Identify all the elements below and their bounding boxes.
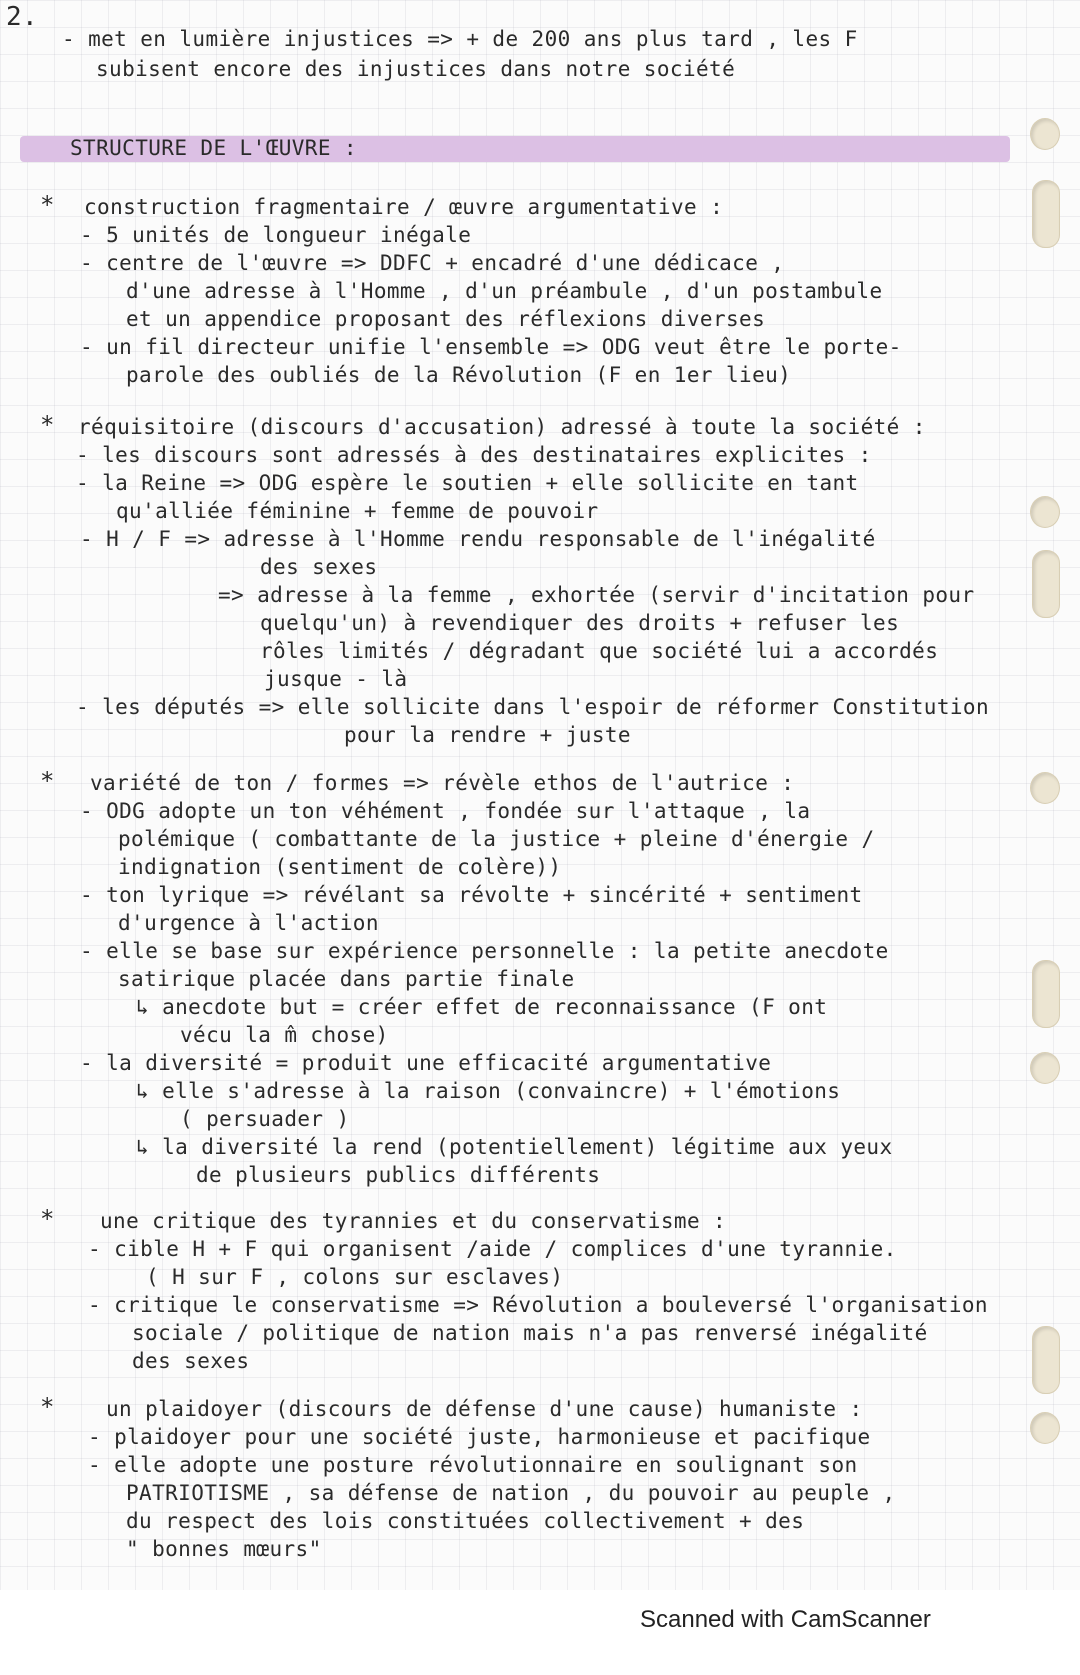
section-title: réquisitoire (discours d'accusation) adressé à toute la société : <box>78 415 926 439</box>
binder-hole <box>1030 118 1060 150</box>
section-line: - ton lyrique => révélant sa révolte + sincérité + sentiment <box>80 883 863 907</box>
section-line: ↳ la diversité la rend (potentiellement) légitime aux yeux <box>136 1135 893 1159</box>
section-line: ( H sur F , colons sur esclaves) <box>146 1265 564 1289</box>
section-line: - cible H + F qui organisent /aide / complices d'une tyrannie. <box>88 1237 897 1261</box>
section-line: rôles limités / dégradant que société lui a accordés <box>260 639 939 663</box>
section-line: d'urgence à l'action <box>118 911 379 935</box>
page-number: 2. <box>6 2 39 32</box>
section-line: des sexes <box>132 1349 250 1373</box>
scanner-watermark: Scanned with CamScanner <box>640 1606 931 1633</box>
section-line: parole des oubliés de la Révolution (F en 1er lieu) <box>126 363 792 387</box>
section-line: sociale / politique de nation mais n'a pas renversé inégalité <box>132 1321 928 1345</box>
section-line: - elle se base sur expérience personnelle : la petite anecdote <box>80 939 889 963</box>
section-line: pour la rendre + juste <box>344 723 631 747</box>
section-line: - plaidoyer pour une société juste, harmonieuse et pacifique <box>88 1425 871 1449</box>
section-line: du respect des lois constituées collectivement + des <box>126 1509 805 1533</box>
section-line: - elle adopte une posture révolutionnaire en soulignant son <box>88 1453 858 1477</box>
binder-hole <box>1032 180 1060 248</box>
section-line: - les députés => elle sollicite dans l'espoir de réformer Constitution <box>76 695 990 719</box>
section-line: de plusieurs publics différents <box>196 1163 601 1187</box>
section-bullet: * <box>40 1393 55 1421</box>
section-title: construction fragmentaire / œuvre argumentative : <box>84 195 724 219</box>
section-line: - critique le conservatisme => Révolution a bouleversé l'organisation <box>88 1293 988 1317</box>
section-line: polémique ( combattante de la justice + pleine d'énergie / <box>118 827 875 851</box>
section-line: et un appendice proposant des réflexions diverses <box>126 307 766 331</box>
binder-hole <box>1030 1052 1060 1084</box>
section-line: ↳ anecdote but = créer effet de reconnaissance (F ont <box>136 995 828 1019</box>
section-line: => adresse à la femme , exhortée (servir d'incitation pour <box>218 583 975 607</box>
binder-hole <box>1030 1412 1060 1444</box>
section-line: " bonnes mœurs" <box>126 1537 322 1561</box>
intro-line: - met en lumière injustices => + de 200 ans plus tard , les F <box>62 27 858 51</box>
section-line: jusque - là <box>264 667 408 691</box>
section-line: - la Reine => ODG espère le soutien + elle sollicite en tant <box>76 471 859 495</box>
section-bullet: * <box>40 767 55 795</box>
section-title: un plaidoyer (discours de défense d'une cause) humaniste : <box>106 1397 863 1421</box>
section-line: PATRIOTISME , sa défense de nation , du pouvoir au peuple , <box>126 1481 896 1505</box>
section-line: - centre de l'œuvre => DDFC + encadré d'une dédicace , <box>80 251 785 275</box>
section-bullet: * <box>40 191 55 219</box>
section-line: quelqu'un) à revendiquer des droits + refuser les <box>260 611 900 635</box>
section-line: indignation (sentiment de colère)) <box>118 855 562 879</box>
section-line: satirique placée dans partie finale <box>118 967 575 991</box>
section-line: ( persuader ) <box>180 1107 350 1131</box>
binder-hole <box>1032 550 1060 618</box>
section-line: - ODG adopte un ton véhément , fondée sur l'attaque , la <box>80 799 811 823</box>
section-bullet: * <box>40 1205 55 1233</box>
section-line: vécu la m̂ chose) <box>180 1023 389 1047</box>
section-title: variété de ton / formes => révèle ethos de l'autrice : <box>90 771 795 795</box>
binder-hole <box>1032 960 1060 1028</box>
binder-hole <box>1030 496 1060 528</box>
section-title: une critique des tyrannies et du conservatisme : <box>100 1209 727 1233</box>
section-line: des sexes <box>260 555 378 579</box>
binder-hole <box>1032 1326 1060 1394</box>
section-bullet: * <box>40 411 55 439</box>
section-line: - les discours sont adressés à des destinataires explicites : <box>76 443 872 467</box>
section-line: ↳ elle s'adresse à la raison (convaincre) + l'émotions <box>136 1079 841 1103</box>
section-line: d'une adresse à l'Homme , d'un préambule , d'un postambule <box>126 279 883 303</box>
section-line: - un fil directeur unifie l'ensemble => ODG veut être le porte- <box>80 335 902 359</box>
binder-hole <box>1030 772 1060 804</box>
structure-heading: STRUCTURE DE L'ŒUVRE : <box>70 136 357 160</box>
section-line: qu'alliée féminine + femme de pouvoir <box>116 499 599 523</box>
intro-line: subisent encore des injustices dans notre société <box>96 57 736 81</box>
section-line: - H / F => adresse à l'Homme rendu responsable de l'inégalité <box>80 527 876 551</box>
section-line: - la diversité = produit une efficacité argumentative <box>80 1051 772 1075</box>
section-line: - 5 unités de longueur inégale <box>80 223 472 247</box>
